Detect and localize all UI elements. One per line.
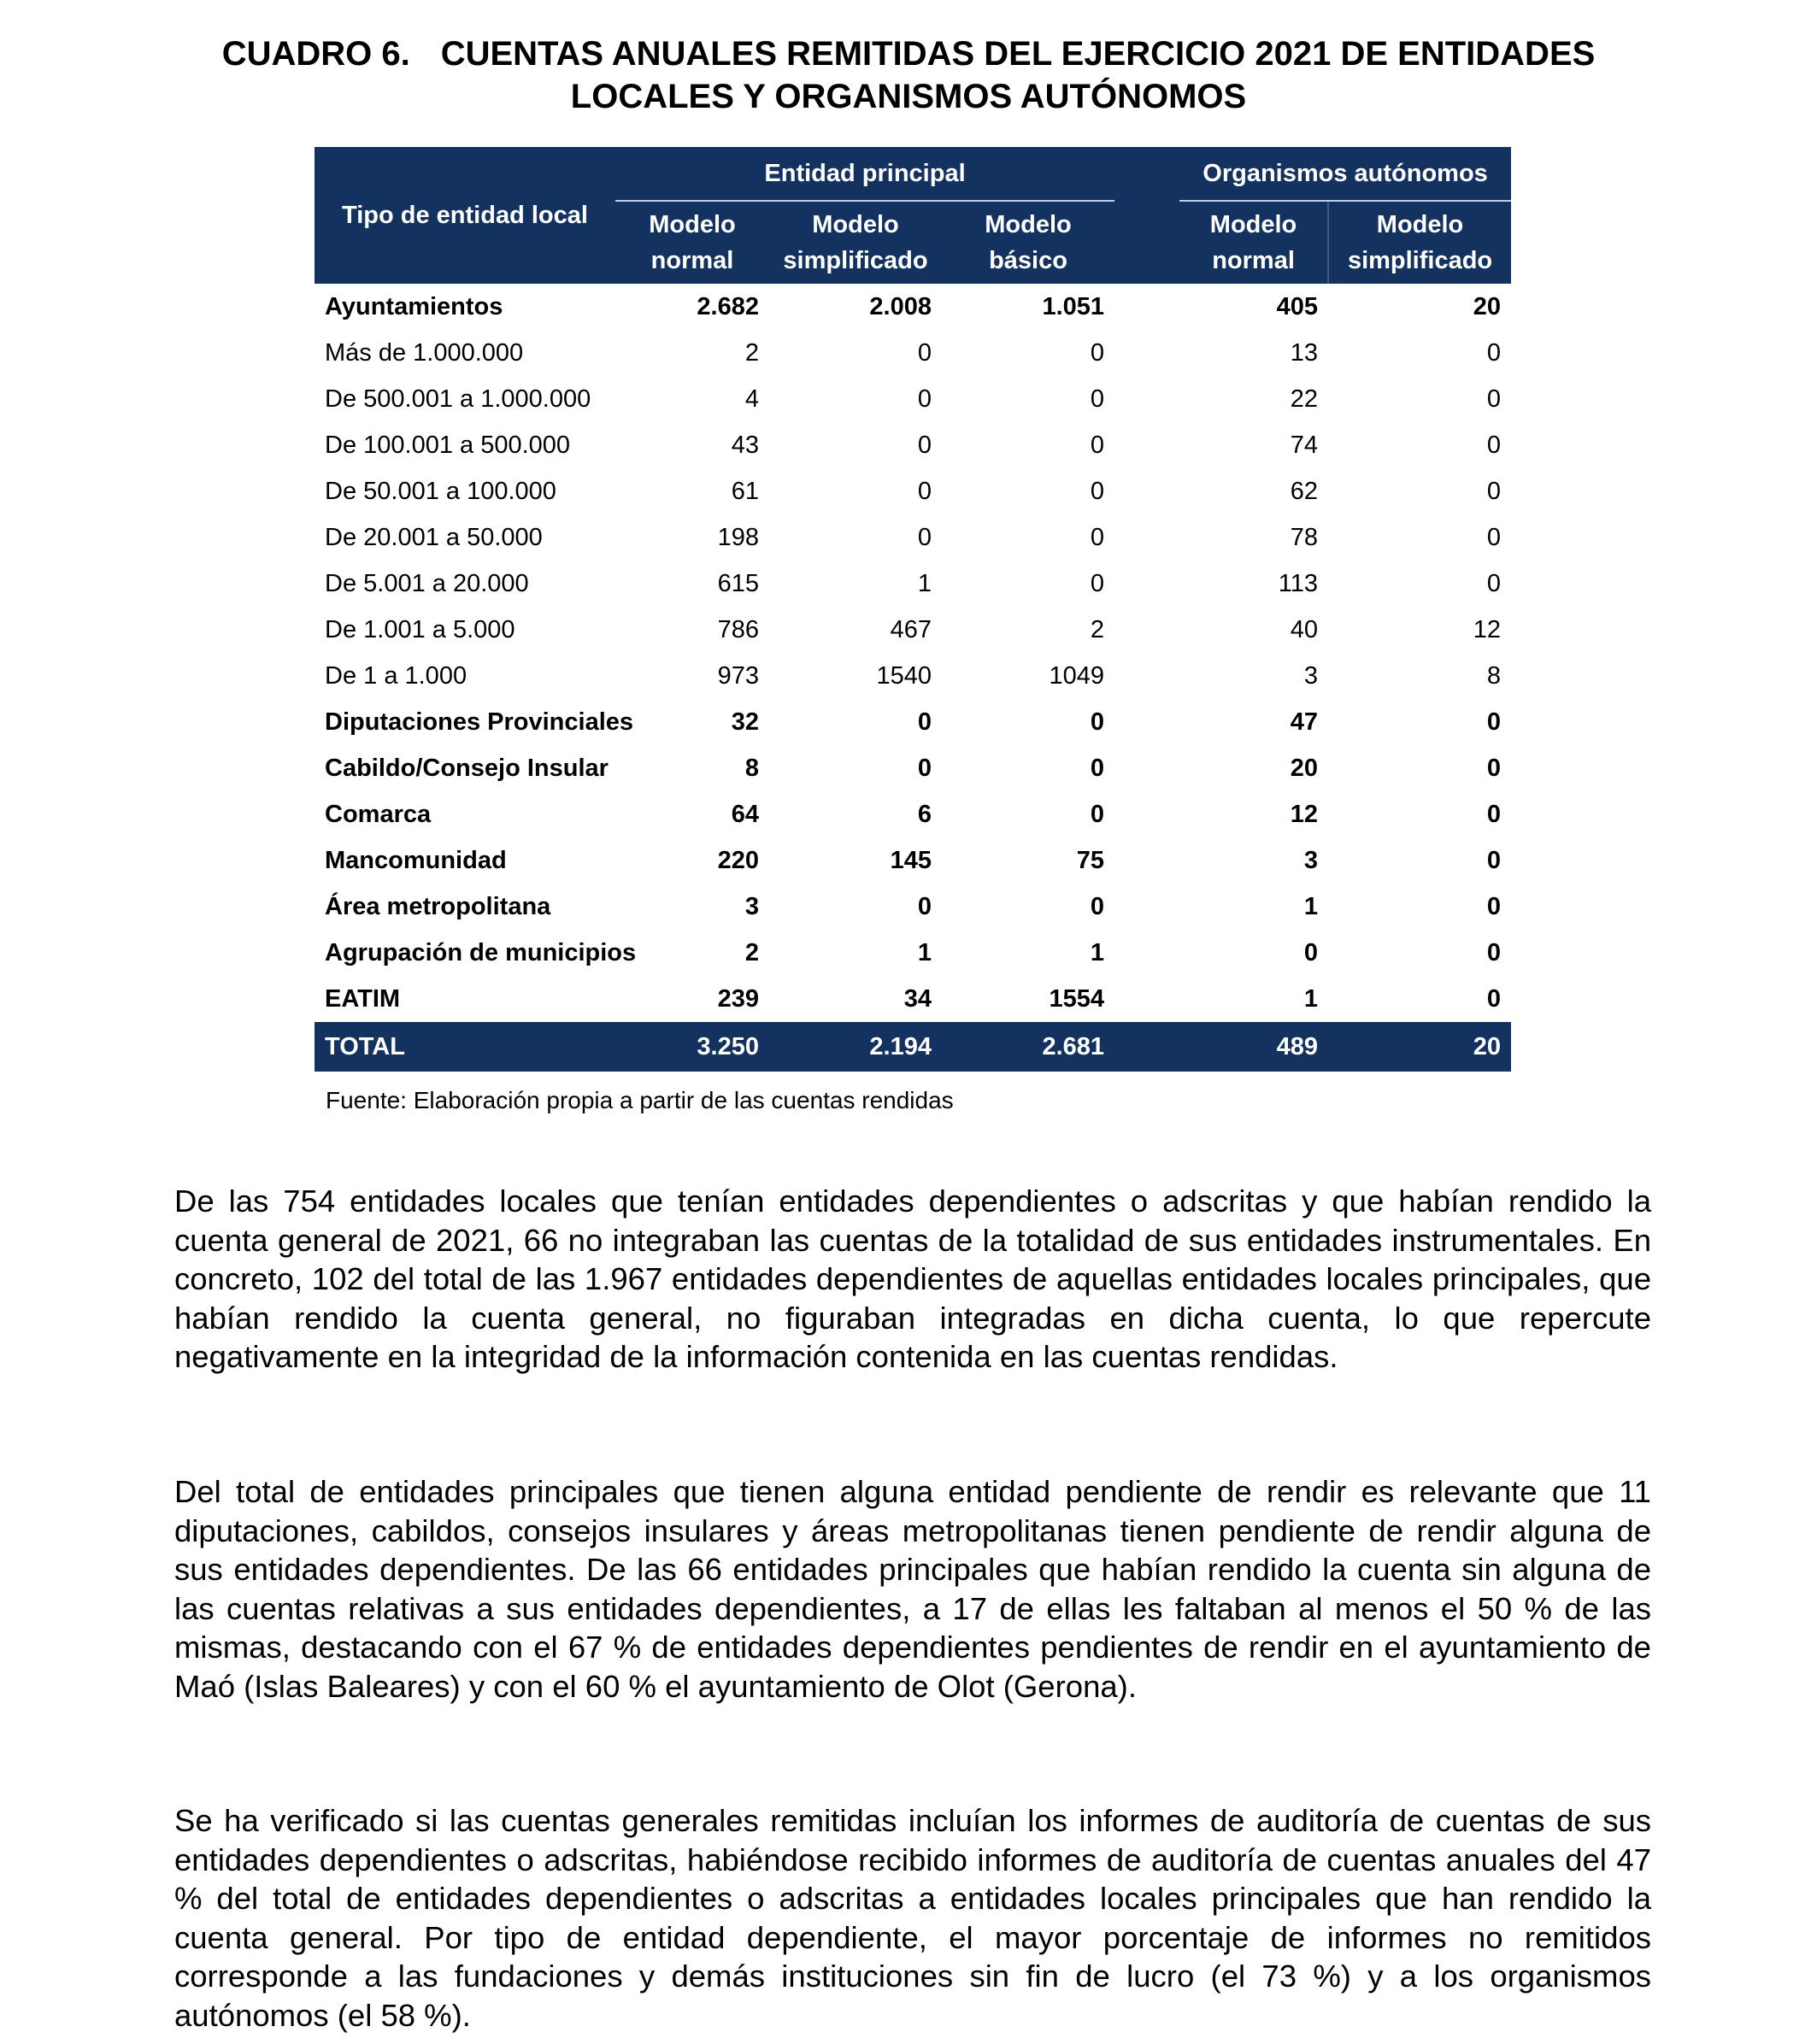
table-cell: 74 — [1290, 432, 1319, 459]
table-cell: 0 — [1486, 847, 1502, 874]
table-cell: 1 — [917, 939, 932, 966]
paragraph-1: De las 754 entidades locales que tenían entidades dependientes o adscritas y que habían rendido la cuenta general de 2021, 66 no integraban las cuentas de la totalidad de sus entidades instrumentales. En concreto, 102 del total de las 1.967 entidades dependientes de aquellas entidades locales principales, que habían rendido la cuenta general, no figuraban integradas en dicha cuenta, lo que repercute negativamente en la integridad de la información contenida en las cuentas rendidas. — [174, 1184, 1651, 1375]
table-header — [315, 147, 1511, 284]
table-cell: 22 — [1290, 385, 1319, 413]
table-row — [315, 376, 1511, 422]
table-cell: 12 — [1290, 801, 1319, 828]
table-title — [154, 32, 1663, 118]
table-cell: 2 — [1090, 616, 1105, 643]
total-cell: 489 — [1179, 1022, 1328, 1072]
table-row — [315, 284, 1511, 330]
table-cell: 34 — [903, 985, 932, 1013]
table-cell: 0 — [1090, 801, 1105, 828]
table-cell: 64 — [731, 801, 759, 828]
header-group-organismos: Organismos autónomos — [1179, 147, 1511, 201]
total-cell: 2.194 — [769, 1022, 942, 1072]
row-label: De 20.001 a 50.000 — [325, 524, 543, 551]
header-col-4: Modelo normal — [1179, 201, 1328, 284]
table-cell: 12 — [1473, 616, 1502, 643]
table-cell: 113 — [1278, 570, 1319, 597]
paragraph-3: Se ha verificado si las cuentas generales remitidas incluían los informes de auditoría de cuentas de sus entidades dependientes o adscritas, habiéndose recibido informes de auditoría de cuentas anuales del 47 % del total de entidades dependientes o adscritas a entidades locales principales que han rendido la cuenta general. Por tipo de entidad dependiente, el mayor porcentaje de informes no remitidos corresponde a las fundaciones y demás instituciones sin fin de lucro (el 73 %) y a los organismos autónomos (el 58 %). — [174, 1803, 1651, 2033]
row-label: De 50.001 a 100.000 — [325, 478, 556, 505]
row-gap — [1114, 284, 1179, 330]
table-cell: 1 — [1303, 893, 1319, 920]
table-cell: 6 — [917, 801, 932, 828]
table-cell: 0 — [1090, 570, 1105, 597]
table-cell: 0 — [1486, 570, 1502, 597]
table-cell: 43 — [731, 432, 759, 459]
table-row — [315, 837, 1511, 884]
table-cell: 0 — [1486, 755, 1502, 782]
table-cell: 62 — [1290, 478, 1319, 505]
table-cell: 145 — [890, 847, 932, 874]
table-cell: 40 — [1290, 616, 1319, 643]
table-cell: 3 — [1303, 847, 1319, 874]
table-row — [315, 561, 1511, 607]
table-cell: 20 — [1290, 755, 1319, 782]
row-label: Cabildo/Consejo Insular — [325, 755, 609, 782]
table-cell: 4 — [744, 385, 759, 413]
total-label: TOTAL — [315, 1022, 615, 1072]
title-text-1: CUENTAS ANUALES REMITIDAS DEL EJERCICIO 2021 DE ENTIDADES — [440, 35, 1596, 73]
table-cell: 0 — [917, 432, 932, 459]
table-cell: 78 — [1290, 524, 1319, 551]
table-row — [315, 976, 1511, 1022]
table-row — [315, 884, 1511, 930]
table-cell: 786 — [717, 616, 759, 643]
total-row — [315, 1022, 1511, 1072]
table-row — [315, 330, 1511, 376]
table-cell: 0 — [1486, 985, 1502, 1013]
table-row — [315, 514, 1511, 561]
row-gap — [1114, 837, 1179, 884]
table-cell: 1 — [1303, 985, 1319, 1013]
table-cell: 1554 — [1049, 985, 1105, 1013]
row-label: Área metropolitana — [325, 893, 551, 920]
title-number: CUADRO 6. — [221, 35, 410, 73]
table-cell: 0 — [917, 893, 932, 920]
row-label: Comarca — [325, 801, 432, 828]
table-row — [315, 930, 1511, 976]
table-row — [315, 468, 1511, 514]
table-cell: 0 — [1090, 755, 1105, 782]
table-row — [315, 745, 1511, 791]
title-line-2: LOCALES Y ORGANISMOS AUTÓNOMOS — [570, 78, 1247, 115]
table-cell: 61 — [731, 478, 759, 505]
table-cell: 0 — [917, 755, 932, 782]
table-cell: 0 — [1486, 432, 1502, 459]
table-cell: 1 — [1090, 939, 1105, 966]
header-col-5: Modelo simplificado — [1328, 201, 1511, 284]
row-gap — [1114, 699, 1179, 745]
table-cell: 198 — [717, 524, 759, 551]
table-cell: 2 — [744, 939, 759, 966]
row-gap — [1114, 330, 1179, 376]
table-cell: 220 — [717, 847, 759, 874]
table-cell: 0 — [1090, 432, 1105, 459]
table-cell: 0 — [1303, 939, 1319, 966]
row-gap — [1114, 607, 1179, 653]
header-group-principal: Entidad principal — [615, 147, 1114, 201]
table-cell: 615 — [717, 570, 759, 597]
table-cell: 0 — [1486, 524, 1502, 551]
table-footer — [315, 1022, 1511, 1072]
table-row — [315, 607, 1511, 653]
row-label: De 1.001 a 5.000 — [325, 616, 515, 643]
table-cell: 973 — [717, 662, 759, 690]
table-cell: 1.051 — [1042, 293, 1105, 320]
header-tipo: Tipo de entidad local — [315, 147, 615, 284]
row-label: Ayuntamientos — [325, 293, 503, 320]
table-cell: 0 — [1090, 708, 1105, 736]
row-gap — [1114, 422, 1179, 468]
header-gap-2 — [1114, 201, 1179, 284]
table-cell: 1540 — [876, 662, 932, 690]
table-cell: 0 — [1486, 708, 1502, 736]
table-cell: 2.008 — [869, 293, 932, 320]
table-cell: 0 — [1090, 524, 1105, 551]
table-cell: 2 — [744, 339, 759, 367]
table-row — [315, 422, 1511, 468]
table-cell: 0 — [1486, 801, 1502, 828]
table-cell: 3 — [744, 893, 759, 920]
row-label: De 100.001 a 500.000 — [325, 432, 571, 459]
table-cell: 405 — [1276, 293, 1319, 320]
total-cell: 20 — [1328, 1022, 1511, 1072]
table-row — [315, 699, 1511, 745]
row-label: Diputaciones Provinciales — [325, 708, 634, 736]
table-cell: 13 — [1290, 339, 1319, 367]
table-cell: 3 — [1303, 662, 1319, 690]
table-cell: 0 — [1090, 385, 1105, 413]
table-cell: 0 — [1090, 478, 1105, 505]
table-cell: 0 — [1090, 893, 1105, 920]
total-cell: 3.250 — [615, 1022, 769, 1072]
table-cell: 0 — [1486, 339, 1502, 367]
row-gap — [1114, 468, 1179, 514]
table-cell: 47 — [1290, 708, 1319, 736]
table-cell: 0 — [917, 339, 932, 367]
row-gap — [1114, 930, 1179, 976]
header-col-1: Modelo normal — [615, 201, 769, 284]
accounts-table-container — [315, 147, 1511, 1072]
table-cell: 0 — [917, 524, 932, 551]
table-cell: 0 — [1486, 385, 1502, 413]
table-body — [315, 284, 1511, 1022]
table-cell: 0 — [1090, 339, 1105, 367]
total-cell: 2.681 — [942, 1022, 1114, 1072]
table-cell: 32 — [731, 708, 759, 736]
accounts-table — [315, 147, 1511, 1072]
row-gap — [1114, 976, 1179, 1022]
row-gap — [1114, 376, 1179, 422]
row-label: De 5.001 a 20.000 — [325, 570, 529, 597]
table-cell: 239 — [717, 985, 759, 1013]
table-row — [315, 791, 1511, 837]
row-label: Mancomunidad — [325, 847, 507, 874]
table-cell: 467 — [890, 616, 932, 643]
total-gap — [1114, 1022, 1179, 1072]
header-gap — [1114, 147, 1179, 201]
row-gap — [1114, 745, 1179, 791]
paragraph-2: Del total de entidades principales que tienen alguna entidad pendiente de rendir es relevante que 11 diputaciones, cabildos, consejos insulares y áreas metropolitanas tienen pendiente de rendir alguna de sus entidades dependientes. De las 66 entidades principales que habían rendido la cuenta sin alguna de las cuentas relativas a sus entidades dependientes, a 17 de ellas les faltaban al menos el 50 % de las mismas, destacando con el 67 % de entidades dependientes pendientes de rendir en el ayuntamiento de Maó (Islas Baleares) y con el 60 % el ayuntamiento de Olot (Gerona). — [174, 1474, 1651, 1704]
table-cell: 1049 — [1049, 662, 1105, 690]
row-label: EATIM — [325, 985, 401, 1013]
row-gap — [1114, 653, 1179, 699]
table-cell: 8 — [744, 755, 759, 782]
header-col-2: Modelo simplificado — [769, 201, 942, 284]
table-cell: 1 — [917, 570, 932, 597]
table-cell: 0 — [917, 385, 932, 413]
table-cell: 0 — [1486, 893, 1502, 920]
row-label: De 1 a 1.000 — [325, 662, 467, 690]
table-source: Fuente: Elaboración propia a partir de las cuentas rendidas — [326, 1087, 954, 1113]
table-cell: 0 — [917, 478, 932, 505]
table-cell: 2.682 — [697, 293, 759, 320]
row-gap — [1114, 884, 1179, 930]
row-gap — [1114, 561, 1179, 607]
row-label: De 500.001 a 1.000.000 — [325, 385, 591, 413]
table-cell: 20 — [1473, 293, 1502, 320]
table-cell: 75 — [1076, 847, 1105, 874]
title-line-1 — [154, 32, 1663, 75]
row-label: Agrupación de municipios — [325, 939, 637, 966]
table-cell: 0 — [1486, 478, 1502, 505]
row-gap — [1114, 514, 1179, 561]
row-label: Más de 1.000.000 — [325, 339, 524, 367]
header-col-3: Modelo básico — [942, 201, 1114, 284]
table-cell: 0 — [1486, 939, 1502, 966]
table-row — [315, 653, 1511, 699]
table-cell: 0 — [917, 708, 932, 736]
row-gap — [1114, 791, 1179, 837]
table-cell: 8 — [1486, 662, 1502, 690]
